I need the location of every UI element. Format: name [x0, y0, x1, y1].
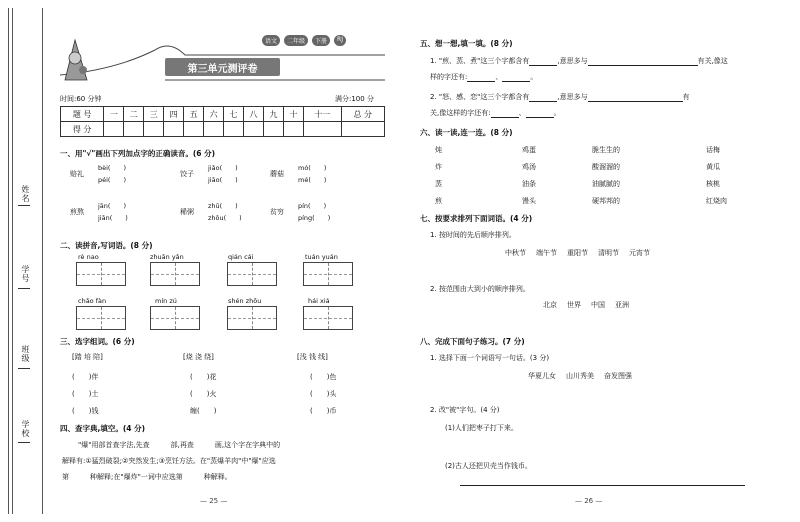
score-table: [60, 106, 385, 137]
binding-strip: [0, 0, 48, 522]
score-cell[interactable]: [184, 122, 204, 137]
q7-word: 端午节: [536, 249, 557, 257]
q5-blank[interactable]: [526, 110, 554, 118]
q3-group: [踏 培 陪]: [72, 353, 103, 361]
class-label: 班级: [21, 345, 30, 363]
q3-blank[interactable]: ( )头: [310, 390, 337, 398]
writing-box[interactable]: [76, 262, 126, 286]
q2-pinyin: hái xiá: [308, 297, 330, 305]
q6-item[interactable]: 核桃: [706, 180, 720, 188]
q5-blank[interactable]: [467, 74, 495, 82]
school-blank: [18, 442, 30, 443]
q5-text: 1. "煎、蒸、煮"这三个字都含有: [430, 57, 530, 65]
q3-blank[interactable]: ( )伴: [72, 373, 99, 381]
table-cell: 六: [204, 107, 224, 122]
q1-word: 饺子: [180, 170, 194, 178]
q1-pinyin[interactable]: mé( ): [298, 176, 327, 184]
q1-pinyin[interactable]: píng( ): [298, 214, 331, 222]
q3-blank[interactable]: ( )火: [190, 390, 217, 398]
page-number-right: — 26 —: [575, 497, 603, 505]
q3-group: [烧 浇 绕]: [183, 353, 214, 361]
q6-item[interactable]: 酸溜溜的: [592, 163, 620, 171]
table-cell: 三: [144, 107, 164, 122]
table-cell: 十: [283, 107, 303, 122]
q7-word: 中国: [591, 301, 605, 309]
page-number-left: — 25 —: [200, 497, 228, 505]
table-cell: 得 分: [61, 122, 104, 137]
q5-blank[interactable]: [491, 110, 519, 118]
q6-item[interactable]: 硬邦邦的: [592, 197, 620, 205]
writing-box[interactable]: [150, 306, 200, 330]
q1-pinyin[interactable]: zhōu( ): [208, 214, 242, 222]
q1-pinyin[interactable]: bèi( ): [98, 164, 127, 172]
writing-box[interactable]: [150, 262, 200, 286]
q5-blank[interactable]: [588, 94, 683, 102]
q3-blank[interactable]: ( )土: [72, 390, 99, 398]
q5-blank[interactable]: [588, 58, 698, 66]
q2-pinyin: tuán yuán: [305, 253, 338, 261]
q7-word: 世界: [567, 301, 581, 309]
q8-word: 山川秀美: [566, 372, 594, 380]
score-cell[interactable]: [144, 122, 164, 137]
q1-title: 一、用"√"画出下列加点字的正确读音。(6 分): [60, 149, 216, 158]
q8-answer-line[interactable]: [460, 485, 745, 486]
q6-item[interactable]: 炸: [435, 163, 442, 171]
q2-pinyin: qián cái: [228, 253, 254, 261]
table-cell: 七: [224, 107, 244, 122]
q2-title: 二、读拼音,写词语。(8 分): [60, 241, 153, 250]
score-cell[interactable]: [341, 122, 384, 137]
q6-item[interactable]: 鸡蛋: [522, 146, 536, 154]
q5-text: ,意思多与: [557, 93, 588, 101]
class-blank: [18, 368, 30, 369]
q3-blank[interactable]: ( )花: [190, 373, 217, 381]
q1-pinyin[interactable]: mó( ): [298, 164, 327, 172]
q1-pinyin[interactable]: jiǎo( ): [208, 164, 238, 172]
q6-item[interactable]: 炖: [435, 146, 442, 154]
score-cell[interactable]: [124, 122, 144, 137]
q8-sentence: (2)古人还把贝壳当作钱币。: [445, 462, 532, 470]
q7-word: 北京: [543, 301, 557, 309]
writing-box[interactable]: [303, 306, 353, 330]
q5-text: 样的字还有:: [430, 73, 468, 81]
table-cell: 十一: [303, 107, 341, 122]
q2-pinyin: rè nao: [78, 253, 99, 261]
table-cell: 二: [124, 107, 144, 122]
table-cell: 总 分: [341, 107, 384, 122]
subject-tag: 语文: [262, 35, 280, 46]
q8-word: 华夏儿女: [528, 372, 556, 380]
table-cell: 五: [184, 107, 204, 122]
score-cell[interactable]: [303, 122, 341, 137]
cartoon-icon: [65, 40, 87, 80]
q1-word: 赔礼: [70, 170, 84, 178]
edition-tag: RJ: [334, 35, 346, 46]
q4-line: 解释有:①猛烈破裂;②突然发生;③烹饪方法。在"蒸爆羊肉"中"爆"应选: [62, 457, 276, 465]
writing-box[interactable]: [227, 306, 277, 330]
q6-item[interactable]: 煎: [435, 197, 442, 205]
q8-words: [528, 371, 632, 381]
q6-item[interactable]: 脆生生的: [592, 146, 620, 154]
binding-line: [42, 8, 43, 514]
q8-title: 八、完成下面句子练习。(7 分): [420, 337, 525, 346]
q1-items: [70, 163, 390, 233]
q8-sub: 2. 改"被"字句。(4 分): [430, 406, 500, 414]
q8-word: 奋发图强: [604, 372, 632, 380]
q7-word: 重阳节: [567, 249, 588, 257]
q1-word: 稀粥: [180, 208, 194, 216]
grade-tag: 二年级: [284, 35, 308, 46]
q2-pinyin: chǎo fàn: [78, 297, 107, 305]
q5-text: 2. "怒、感、恋"这三个字都含有: [430, 93, 530, 101]
q7-word: 清明节: [598, 249, 619, 257]
q5-blank[interactable]: [529, 94, 557, 102]
header-tags: [262, 35, 346, 46]
q3-blank[interactable]: ( )钱: [72, 407, 99, 415]
term-tag: 下册: [312, 35, 330, 46]
q8-sentence: (1)人们把枣子打下来。: [445, 424, 518, 432]
q7-word: 亚洲: [615, 301, 629, 309]
score-cell[interactable]: [283, 122, 303, 137]
q5-blank[interactable]: [529, 58, 557, 66]
q2-pinyin: zhuān yǎn: [150, 253, 184, 261]
q6-item[interactable]: 蒸: [435, 180, 442, 188]
q8-sub: 1. 选择下面一个词语写一句话。(3 分): [430, 354, 550, 362]
binding-line: [12, 8, 13, 514]
q3-blank[interactable]: ( )色: [310, 373, 337, 381]
q6-item[interactable]: 油腻腻的: [592, 180, 620, 188]
q1-word: 贫穷: [270, 208, 284, 216]
q6-item[interactable]: 油条: [522, 180, 536, 188]
page-title: 第三单元测评卷: [165, 58, 280, 76]
q6-item[interactable]: 鸡汤: [522, 163, 536, 171]
q1-pinyin[interactable]: péi( ): [98, 176, 127, 184]
q5-title: 五、想一想,填一填。(8 分): [420, 39, 513, 48]
q7-word: 元宵节: [629, 249, 650, 257]
q5-text: 有关,像这: [697, 57, 728, 65]
q3-blank[interactable]: ( )币: [310, 407, 337, 415]
q1-pinyin[interactable]: jiāo( ): [208, 176, 238, 184]
q5-text: 有: [682, 93, 690, 101]
school-label: 学校: [21, 420, 30, 438]
q1-pinyin[interactable]: zhū( ): [208, 202, 238, 210]
q7-words2: [543, 300, 629, 310]
table-cell: 九: [263, 107, 283, 122]
score-cell[interactable]: [104, 122, 124, 137]
q4-line: "爆"用部首查字法,先查 部,再查 画,这个字在字典中的: [78, 441, 281, 449]
q1-pinyin[interactable]: jān( ): [98, 202, 126, 210]
writing-box[interactable]: [76, 306, 126, 330]
q1-pinyin[interactable]: jiān( ): [98, 214, 128, 222]
score-cell[interactable]: [244, 122, 264, 137]
q5-blank[interactable]: [502, 74, 530, 82]
table-cell: 题 号: [61, 107, 104, 122]
binding-line: [8, 8, 9, 514]
score-cell[interactable]: [164, 122, 184, 137]
score-cell[interactable]: [204, 122, 224, 137]
writing-box[interactable]: [303, 262, 353, 286]
time-limit: 时间:60 分钟: [60, 95, 102, 103]
id-label: 学号: [21, 265, 30, 283]
q5-text: ,意思多与: [557, 57, 588, 65]
table-cell: 一: [104, 107, 124, 122]
q5-line2b: 关,像这样的字还有: 、 。: [430, 109, 561, 117]
q6-item[interactable]: 话梅: [706, 146, 720, 154]
q3-title: 三、选字组词。(6 分): [60, 337, 135, 346]
id-blank: [18, 288, 30, 289]
name-blank: [18, 205, 30, 206]
full-score: 满分:100 分: [335, 95, 374, 103]
q6-item[interactable]: 馒头: [522, 197, 536, 205]
q2-pinyin: mín zú: [155, 297, 177, 305]
q1-word: 煎熬: [70, 208, 84, 216]
q1-word: 蘑菇: [270, 170, 284, 178]
q2-pinyin: shén zhōu: [228, 297, 262, 305]
score-cell[interactable]: [263, 122, 283, 137]
q7-title: 七、按要求排列下面词语。(4 分): [420, 214, 533, 223]
score-table-score-row: [61, 122, 385, 137]
q5-line1: [430, 56, 728, 66]
table-cell: 四: [164, 107, 184, 122]
q5-line1b: 样的字还有: 、 。: [430, 73, 538, 81]
table-cell: 八: [244, 107, 264, 122]
score-cell[interactable]: [224, 122, 244, 137]
q3-group: [浅 钱 线]: [297, 353, 328, 361]
q6-item[interactable]: 红烧肉: [706, 197, 727, 205]
q7-word: 中秋节: [505, 249, 526, 257]
q5-line2: [430, 92, 690, 102]
q4-title: 四、查字典,填空。(4 分): [60, 424, 146, 433]
q4-line: 第 种解释;在"爆炸"一词中应选第 种解释。: [62, 473, 232, 481]
q7-sub: 2. 按范围由大到小的顺序排列。: [430, 285, 530, 293]
q1-pinyin[interactable]: pín( ): [298, 202, 327, 210]
q3-blank[interactable]: 缠( ): [190, 407, 217, 415]
q7-words1: [505, 248, 650, 258]
q7-sub: 1. 按时间的先后顺序排列。: [430, 231, 516, 239]
q5-text: 关,像这样的字还有:: [430, 109, 491, 117]
q6-item[interactable]: 黄瓜: [706, 163, 720, 171]
q6-title: 六、读一读,连一连。(8 分): [420, 128, 513, 137]
writing-box[interactable]: [227, 262, 277, 286]
name-label: 姓名: [21, 185, 30, 203]
score-table-header-row: [61, 107, 385, 122]
